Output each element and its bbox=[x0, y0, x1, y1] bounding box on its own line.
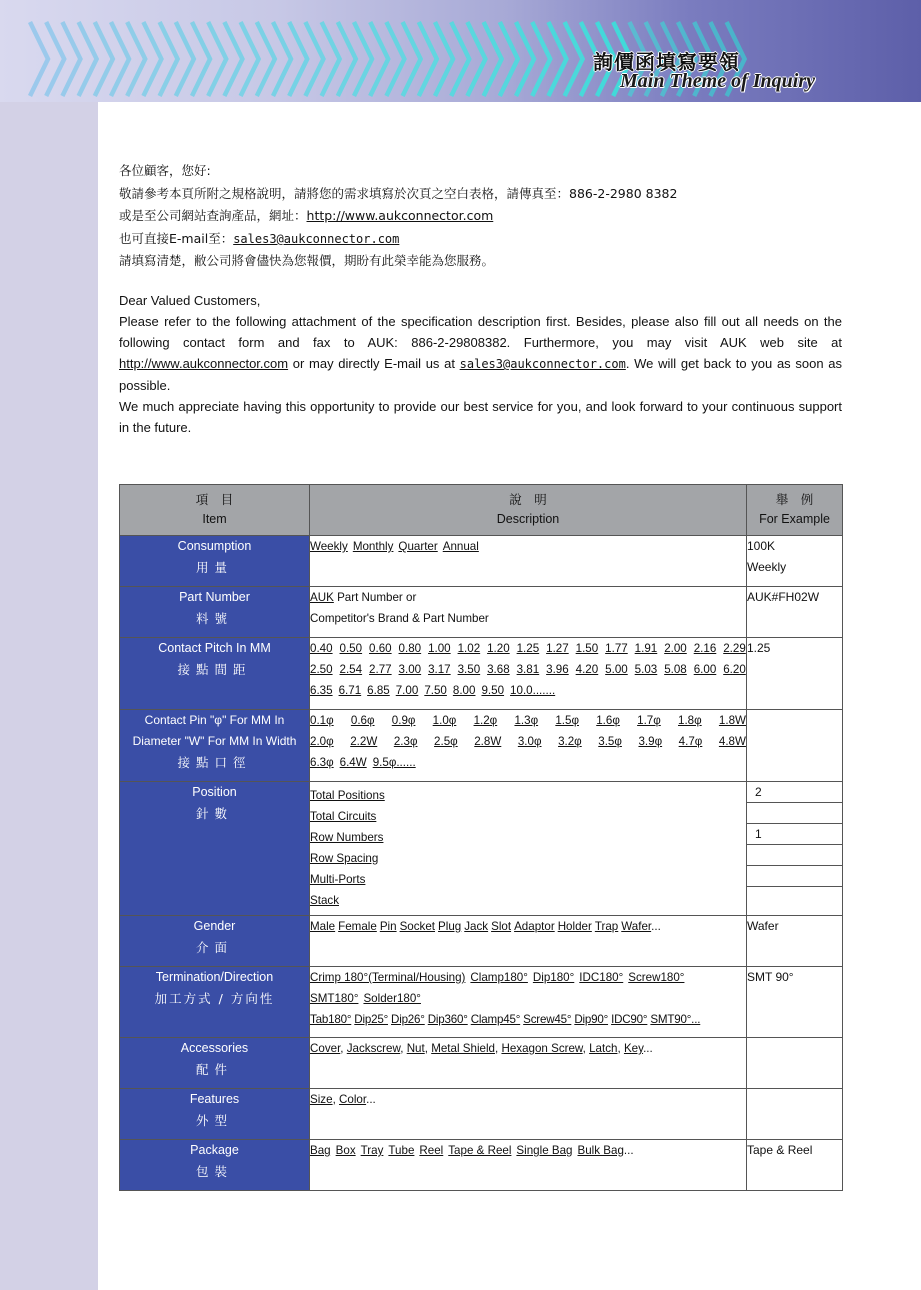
spec-value: 3.5φ bbox=[598, 735, 622, 748]
table-row-contact-pitch bbox=[120, 638, 843, 710]
example-consumption-2: Weekly bbox=[747, 560, 787, 574]
example-accessories bbox=[747, 1038, 843, 1089]
position-example-cell: 2 bbox=[747, 782, 842, 803]
spec-value: 0.1φ bbox=[310, 714, 334, 727]
spec-value: 1.91 bbox=[634, 642, 658, 655]
chevron-stripe bbox=[30, 22, 48, 96]
spec-value: 3.2φ bbox=[558, 735, 582, 748]
item-contact-pitch bbox=[120, 638, 310, 710]
option-item: Slot bbox=[491, 920, 512, 933]
position-example-cells bbox=[747, 782, 842, 908]
position-label: Total Positions bbox=[310, 789, 385, 802]
accessories-options bbox=[310, 1042, 653, 1055]
desc-accessories bbox=[310, 1038, 747, 1089]
desc-part-number bbox=[310, 587, 747, 638]
header-description bbox=[310, 485, 747, 536]
option-item: Socket bbox=[399, 920, 436, 933]
en-website-link[interactable]: http://www.aukconnector.com bbox=[119, 356, 289, 371]
item-pin-en-1: Contact Pin "φ" For MM In bbox=[144, 713, 285, 727]
spec-value: 6.20 bbox=[723, 663, 746, 676]
spec-value: 5.00 bbox=[605, 663, 628, 676]
position-line bbox=[310, 869, 746, 890]
option-item: Male bbox=[310, 920, 336, 933]
option-item: IDC90° bbox=[611, 1013, 648, 1026]
option-item: Adaptor bbox=[514, 920, 555, 933]
en-paragraph-2: We much appreciate having this opportunity to provide our best service for you, and look forward to your continuous support in the future. bbox=[119, 399, 842, 435]
desc-consumption bbox=[310, 536, 747, 587]
example-part-number bbox=[747, 587, 843, 638]
table-row-consumption bbox=[120, 536, 843, 587]
example-gender bbox=[747, 916, 843, 967]
spec-value: 1.5φ bbox=[555, 714, 579, 727]
spec-value: 5.08 bbox=[664, 663, 687, 676]
spec-value: 1.8W bbox=[718, 714, 746, 727]
english-introduction bbox=[119, 290, 842, 438]
table-row-gender bbox=[120, 916, 843, 967]
option-item: Female bbox=[338, 920, 377, 933]
position-line bbox=[310, 827, 746, 848]
option-item: Bag bbox=[310, 1144, 331, 1157]
option-item: Tape & Reel bbox=[448, 1144, 512, 1157]
spec-value: 5.03 bbox=[634, 663, 658, 676]
spec-value: 7.00 bbox=[395, 684, 419, 697]
spec-value: 1.25 bbox=[516, 642, 540, 655]
zh-line-2 bbox=[119, 205, 849, 228]
spec-value: 4.8W bbox=[718, 735, 746, 748]
spec-value: 4.20 bbox=[575, 663, 599, 676]
position-example-cell bbox=[747, 803, 842, 824]
header-banner bbox=[0, 0, 921, 102]
desc-gender bbox=[310, 916, 747, 967]
zh-line-3-prefix: 也可直接E-mail至： bbox=[119, 230, 234, 246]
pitch-row-3 bbox=[310, 680, 746, 701]
item-package bbox=[120, 1140, 310, 1191]
spec-value: 6.35 bbox=[310, 684, 333, 697]
pitch-row-2 bbox=[310, 659, 746, 680]
item-position-en: Position bbox=[192, 785, 237, 799]
website-link[interactable]: http://www.aukconnector.com bbox=[306, 208, 494, 223]
spec-value: 0.50 bbox=[339, 642, 363, 655]
spec-value: 3.81 bbox=[516, 663, 540, 676]
option-item: Jack bbox=[464, 920, 489, 933]
part-number-line-1 bbox=[310, 587, 746, 608]
item-termination-zh: 加工方式 / 方向性 bbox=[154, 991, 275, 1006]
header-desc-zh: 說 明 bbox=[509, 493, 547, 507]
spec-value: 0.9φ bbox=[391, 714, 416, 727]
item-package-en: Package bbox=[190, 1143, 239, 1157]
position-label: Stack bbox=[310, 894, 339, 907]
spec-value: 3.68 bbox=[487, 663, 510, 676]
zh-line-1: 敬請參考本頁所附之規格說明，請將您的需求填寫於次頁之空白表格，請傳真至：886-2-2980 8382 bbox=[119, 185, 678, 201]
header-item-en: Item bbox=[202, 512, 227, 526]
option-item: Weekly bbox=[310, 540, 348, 553]
pin-row-1 bbox=[310, 710, 746, 731]
option-item: Solder180° bbox=[363, 992, 421, 1005]
spec-value: 6.4W bbox=[339, 756, 367, 769]
table-row-position bbox=[120, 782, 843, 916]
option-item: Tab180° bbox=[310, 1013, 352, 1026]
example-package-value: Tape & Reel bbox=[747, 1143, 813, 1157]
item-pitch-zh: 接點間距 bbox=[177, 662, 252, 677]
separator: , bbox=[495, 1042, 502, 1055]
item-gender-en: Gender bbox=[193, 919, 236, 933]
separator: , bbox=[340, 1042, 347, 1055]
position-label: Row Numbers bbox=[310, 831, 384, 844]
item-gender bbox=[120, 916, 310, 967]
position-line bbox=[310, 890, 746, 911]
position-label: Total Circuits bbox=[310, 810, 377, 823]
spec-value: 1.3φ bbox=[514, 714, 539, 727]
spec-value: 9.5φ...... bbox=[372, 756, 416, 769]
spec-value: 0.80 bbox=[398, 642, 422, 655]
position-label: Multi-Ports bbox=[310, 873, 366, 886]
spec-value: 2.50 bbox=[310, 663, 333, 676]
table-row-termination bbox=[120, 967, 843, 1038]
spec-value: 3.17 bbox=[428, 663, 451, 676]
en-p1-text-a: Please refer to the following attachment of the specification description first. Besides, please also fill out all needs on the following contact form and fax to AUK: 886-2-29808382. Furthermore, you may visit AUK web site at bbox=[119, 314, 842, 350]
spec-value: 10.0....... bbox=[510, 684, 556, 697]
spec-value: 2.3φ bbox=[393, 735, 418, 748]
option-item: Latch bbox=[589, 1042, 618, 1055]
example-pin-diameter bbox=[747, 710, 843, 782]
item-part-number bbox=[120, 587, 310, 638]
ellipsis: ... bbox=[623, 1144, 634, 1157]
option-item: Dip360° bbox=[427, 1013, 468, 1026]
pin-row-3 bbox=[310, 752, 746, 773]
item-termination bbox=[120, 967, 310, 1038]
en-p1-text-c: . We will get back to you as soon as possible. bbox=[119, 356, 842, 393]
item-consumption-zh: 用量 bbox=[195, 560, 233, 575]
spec-value: 1.7φ bbox=[637, 714, 661, 727]
option-item: Wafer bbox=[621, 920, 652, 933]
consumption-options bbox=[310, 540, 484, 553]
position-label: Row Spacing bbox=[310, 852, 379, 865]
pitch-row-1 bbox=[310, 638, 746, 659]
option-item: Jackscrew bbox=[346, 1042, 401, 1055]
item-package-zh: 包裝 bbox=[195, 1164, 233, 1179]
spec-value: 1.2φ bbox=[473, 714, 498, 727]
position-example-cell bbox=[747, 866, 842, 887]
header-ex-en: For Example bbox=[759, 512, 830, 526]
item-position bbox=[120, 782, 310, 916]
gender-options bbox=[310, 920, 661, 933]
spec-value: 2.00 bbox=[664, 642, 687, 655]
option-item: Tray bbox=[360, 1144, 384, 1157]
desc-contact-pitch bbox=[310, 638, 747, 710]
position-lines bbox=[310, 785, 746, 911]
item-part-number-en: Part Number bbox=[179, 590, 250, 604]
example-part-number-value: AUK#FH02W bbox=[747, 590, 820, 604]
option-item: Color bbox=[339, 1093, 367, 1106]
en-email-link[interactable]: sales3@aukconnector.com bbox=[459, 357, 626, 371]
table-row-features bbox=[120, 1089, 843, 1140]
item-pin-en-2: Diameter "W" For MM In Width bbox=[132, 734, 297, 748]
position-line bbox=[310, 806, 746, 827]
termination-line-3 bbox=[310, 1009, 746, 1030]
option-item: Size bbox=[310, 1093, 333, 1106]
ellipsis: ... bbox=[643, 1042, 653, 1055]
option-item: Screw180° bbox=[628, 971, 685, 984]
option-item: Dip180° bbox=[532, 971, 575, 984]
spec-value: 2.16 bbox=[693, 642, 717, 655]
separator: , bbox=[424, 1042, 432, 1055]
side-band bbox=[0, 0, 98, 1290]
spec-value: 7.50 bbox=[424, 684, 447, 697]
zh-greeting: 各位顧客，您好: bbox=[119, 163, 211, 178]
zh-line-3 bbox=[119, 228, 849, 251]
spec-value: 6.3φ bbox=[310, 756, 334, 769]
item-consumption bbox=[120, 536, 310, 587]
position-example-cell bbox=[747, 845, 842, 866]
spec-value: 1.00 bbox=[428, 642, 451, 655]
item-features-zh: 外型 bbox=[195, 1113, 233, 1128]
header-desc-en: Description bbox=[496, 512, 560, 526]
option-item: Dip25° bbox=[354, 1013, 389, 1026]
header-example bbox=[747, 485, 843, 536]
example-termination-value: SMT 90° bbox=[747, 970, 794, 984]
spec-value: 0.6φ bbox=[350, 714, 375, 727]
spec-value: 6.85 bbox=[367, 684, 390, 697]
example-termination bbox=[747, 967, 843, 1038]
option-item: Key bbox=[623, 1042, 644, 1055]
spec-value: 6.71 bbox=[338, 684, 362, 697]
table-row-package bbox=[120, 1140, 843, 1191]
option-item: Single Bag bbox=[516, 1144, 573, 1157]
header-item-zh: 項 目 bbox=[195, 493, 234, 507]
chinese-introduction bbox=[119, 160, 849, 273]
banner-title-zh: 詢價函填寫要領 bbox=[593, 50, 740, 74]
example-pitch-value: 1.25 bbox=[747, 641, 771, 655]
pin-row-2 bbox=[310, 731, 746, 752]
table-row-accessories bbox=[120, 1038, 843, 1089]
desc-pin-diameter bbox=[310, 710, 747, 782]
spec-value: 9.50 bbox=[481, 684, 505, 697]
option-item: Reel bbox=[419, 1144, 444, 1157]
option-item: Bulk Bag bbox=[577, 1144, 624, 1157]
item-consumption-en: Consumption bbox=[177, 539, 252, 553]
spec-value: 6.00 bbox=[693, 663, 717, 676]
item-part-number-zh: 料號 bbox=[195, 611, 233, 626]
table-row-part-number bbox=[120, 587, 843, 638]
separator: , bbox=[400, 1042, 407, 1055]
position-line bbox=[310, 785, 746, 806]
spec-value: 3.50 bbox=[457, 663, 481, 676]
option-item: Dip90° bbox=[574, 1013, 609, 1026]
spec-value: 0.60 bbox=[369, 642, 392, 655]
header-ex-zh: 舉 例 bbox=[775, 493, 814, 507]
spec-value: 3.96 bbox=[546, 663, 569, 676]
table-header-row bbox=[120, 485, 843, 536]
item-pin-diameter bbox=[120, 710, 310, 782]
item-accessories-en: Accessories bbox=[180, 1041, 249, 1055]
desc-features bbox=[310, 1089, 747, 1140]
en-p1-text-b: or may directly E-mail us at bbox=[288, 356, 460, 371]
spec-value: 2.0φ bbox=[310, 735, 334, 748]
part-number-line-1-rest: Part Number or bbox=[333, 591, 417, 604]
spec-value: 2.29 bbox=[723, 642, 746, 655]
option-item: Nut bbox=[406, 1042, 425, 1055]
option-item: Pin bbox=[379, 920, 397, 933]
example-consumption bbox=[747, 536, 843, 587]
option-item: Quarter bbox=[398, 540, 438, 553]
spec-value: 1.27 bbox=[546, 642, 569, 655]
option-item: SMT180° bbox=[310, 992, 359, 1005]
option-item: Box bbox=[335, 1144, 356, 1157]
example-position bbox=[747, 782, 843, 916]
desc-position bbox=[310, 782, 747, 916]
option-item: Clamp180° bbox=[470, 971, 528, 984]
position-example-cell: 1 bbox=[747, 824, 842, 845]
item-pin-zh: 接點口徑 bbox=[177, 755, 252, 770]
termination-line-1 bbox=[310, 967, 746, 988]
termination-line-2 bbox=[310, 988, 746, 1009]
option-item: Crimp 180°(Terminal/Housing) bbox=[310, 971, 466, 984]
zh-line-2-prefix: 或是至公司網站查詢產品，網址： bbox=[119, 208, 307, 223]
item-features-en: Features bbox=[189, 1092, 240, 1106]
spec-value: 1.77 bbox=[605, 642, 628, 655]
item-termination-en: Termination/Direction bbox=[155, 970, 274, 984]
option-item: Clamp45° bbox=[470, 1013, 521, 1026]
spec-value: 3.9φ bbox=[638, 735, 663, 748]
spec-value: 2.8W bbox=[474, 735, 502, 748]
item-features bbox=[120, 1089, 310, 1140]
spec-value: 2.77 bbox=[369, 663, 392, 676]
email-link[interactable]: sales3@aukconnector.com bbox=[233, 231, 400, 246]
position-example-cell bbox=[747, 887, 842, 908]
option-item: Screw45° bbox=[523, 1013, 572, 1026]
item-accessories-zh: 配件 bbox=[195, 1062, 233, 1077]
separator: , bbox=[332, 1093, 340, 1106]
option-item: Monthly bbox=[352, 540, 394, 553]
en-paragraph-1 bbox=[119, 311, 842, 396]
item-position-zh: 針數 bbox=[195, 806, 233, 821]
spec-value: 2.54 bbox=[339, 663, 363, 676]
ellipsis: ... bbox=[366, 1093, 376, 1106]
spec-value: 1.02 bbox=[457, 642, 481, 655]
position-line bbox=[310, 848, 746, 869]
option-item: Annual bbox=[442, 540, 479, 553]
option-item: Plug bbox=[438, 920, 462, 933]
zh-line-4: 請填寫清楚，敝公司將會儘快為您報價，期盼有此榮幸能為您服務。 bbox=[119, 253, 495, 268]
option-item: SMT90°... bbox=[650, 1013, 701, 1026]
option-item: Tube bbox=[388, 1144, 415, 1157]
option-item: Dip26° bbox=[391, 1013, 425, 1026]
spec-value: 1.50 bbox=[575, 642, 599, 655]
example-package bbox=[747, 1140, 843, 1191]
spec-value: 4.7φ bbox=[678, 735, 703, 748]
example-contact-pitch bbox=[747, 638, 843, 710]
inquiry-spec-table bbox=[119, 484, 843, 1191]
spec-value: 2.5φ bbox=[434, 735, 458, 748]
option-item: Metal Shield bbox=[431, 1042, 495, 1055]
en-salutation: Dear Valued Customers, bbox=[119, 293, 261, 308]
spec-value: 1.8φ bbox=[678, 714, 702, 727]
item-accessories bbox=[120, 1038, 310, 1089]
spec-value: 0.40 bbox=[310, 642, 333, 655]
option-item: Trap bbox=[594, 920, 619, 933]
example-gender-value: Wafer bbox=[747, 919, 779, 933]
part-number-line-2: Competitor's Brand & Part Number bbox=[310, 612, 489, 625]
package-options bbox=[310, 1144, 634, 1157]
spec-value: 3.00 bbox=[398, 663, 422, 676]
spec-value: 2.2W bbox=[350, 735, 378, 748]
desc-package bbox=[310, 1140, 747, 1191]
spec-value: 1.0φ bbox=[432, 714, 457, 727]
features-options bbox=[310, 1093, 376, 1106]
spec-value: 1.6φ bbox=[596, 714, 620, 727]
option-item: IDC180° bbox=[579, 971, 624, 984]
option-item: Cover bbox=[310, 1042, 341, 1055]
spec-value: 8.00 bbox=[452, 684, 476, 697]
example-features bbox=[747, 1089, 843, 1140]
spec-value: 3.0φ bbox=[517, 735, 542, 748]
ellipsis: ... bbox=[651, 920, 661, 933]
option-item: Holder bbox=[557, 920, 592, 933]
auk-option: AUK bbox=[310, 591, 334, 604]
item-pitch-en: Contact Pitch In MM bbox=[158, 641, 271, 655]
option-item: Hexagon Screw bbox=[501, 1042, 583, 1055]
item-gender-zh: 介面 bbox=[195, 940, 233, 955]
table-row-pin-diameter bbox=[120, 710, 843, 782]
banner-title-en: Main Theme of Inquiry bbox=[620, 70, 816, 92]
header-item bbox=[120, 485, 310, 536]
desc-termination bbox=[310, 967, 747, 1038]
separator: , bbox=[617, 1042, 624, 1055]
spec-value: 1.20 bbox=[487, 642, 510, 655]
example-consumption-1: 100K bbox=[747, 539, 776, 553]
separator: , bbox=[582, 1042, 590, 1055]
